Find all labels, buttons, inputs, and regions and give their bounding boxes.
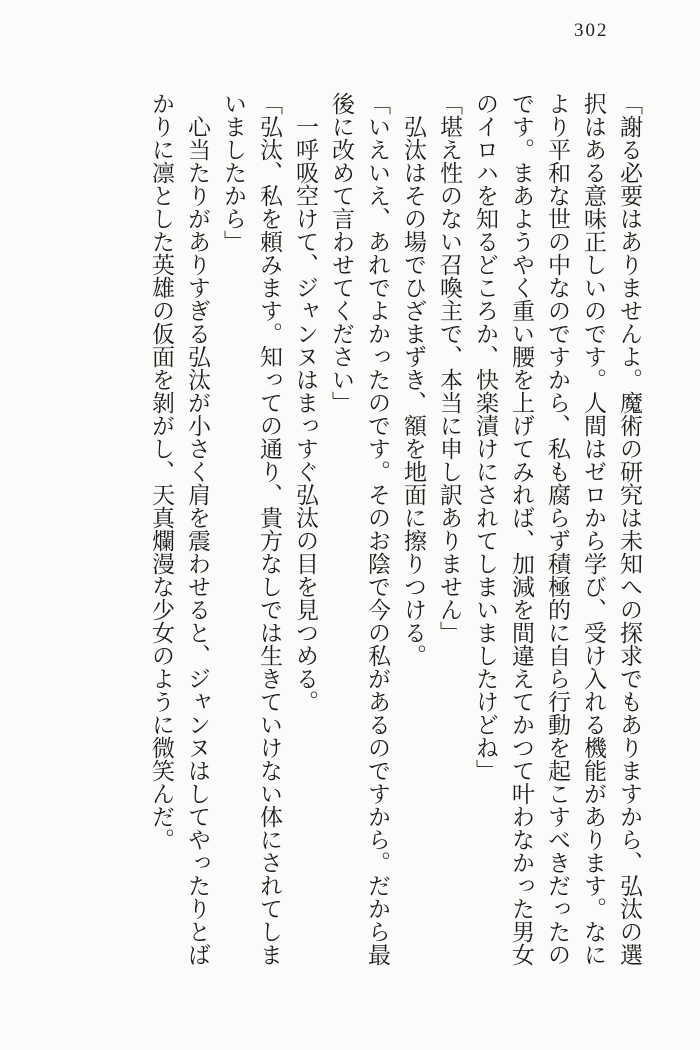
paragraph-dialogue-3: 「いえいえ、あれでよかったのです。そのお陰で今の私があるのですから。だから最後に改めて言わせてください」	[329, 92, 390, 966]
paragraph-narration-1: 弘汰はその場でひざまずき、額を地面に擦りつける。	[401, 92, 426, 667]
paragraph-narration-2: 一呼吸空けて、ジャンヌはまっすぐ弘汰の目を見つめる。	[293, 92, 318, 713]
vertical-text-block	[143, 92, 647, 967]
paragraph-narration-3: 心当たりがありすぎる弘汰が小さく肩を震わせると、ジャンヌはしてやったりとばかりに凛とした英雄の仮面を剝がし、天真爛漫な少女のように微笑んだ。	[149, 92, 210, 966]
paragraph-dialogue-2: 「堪え性のない召喚主で、本当に申し訳ありません」	[437, 92, 462, 644]
page-number: 302	[574, 20, 609, 41]
paragraph-dialogue-4: 「弘汰、私を頼みます。知っての通り、貴方なしでは生きていけない体にされてしまいましたから」	[221, 92, 282, 966]
paragraph-dialogue-1: 「謝る必要はありませんよ。魔術の研究は未知への探求でもありますから、弘汰の選択はある意味正しいのです。人間はゼロから学び、受け入れる機能があります。なにより平和な世の中なのですから、私も腐らず積極的に自ら行動を起こすべきだったのです。まあようやく重い腰を上げてみれば、加減を間違えてかつて叶わなかった男女のイロハを知るどころか、快楽漬けにされてしまいましたけどね」	[473, 92, 642, 966]
